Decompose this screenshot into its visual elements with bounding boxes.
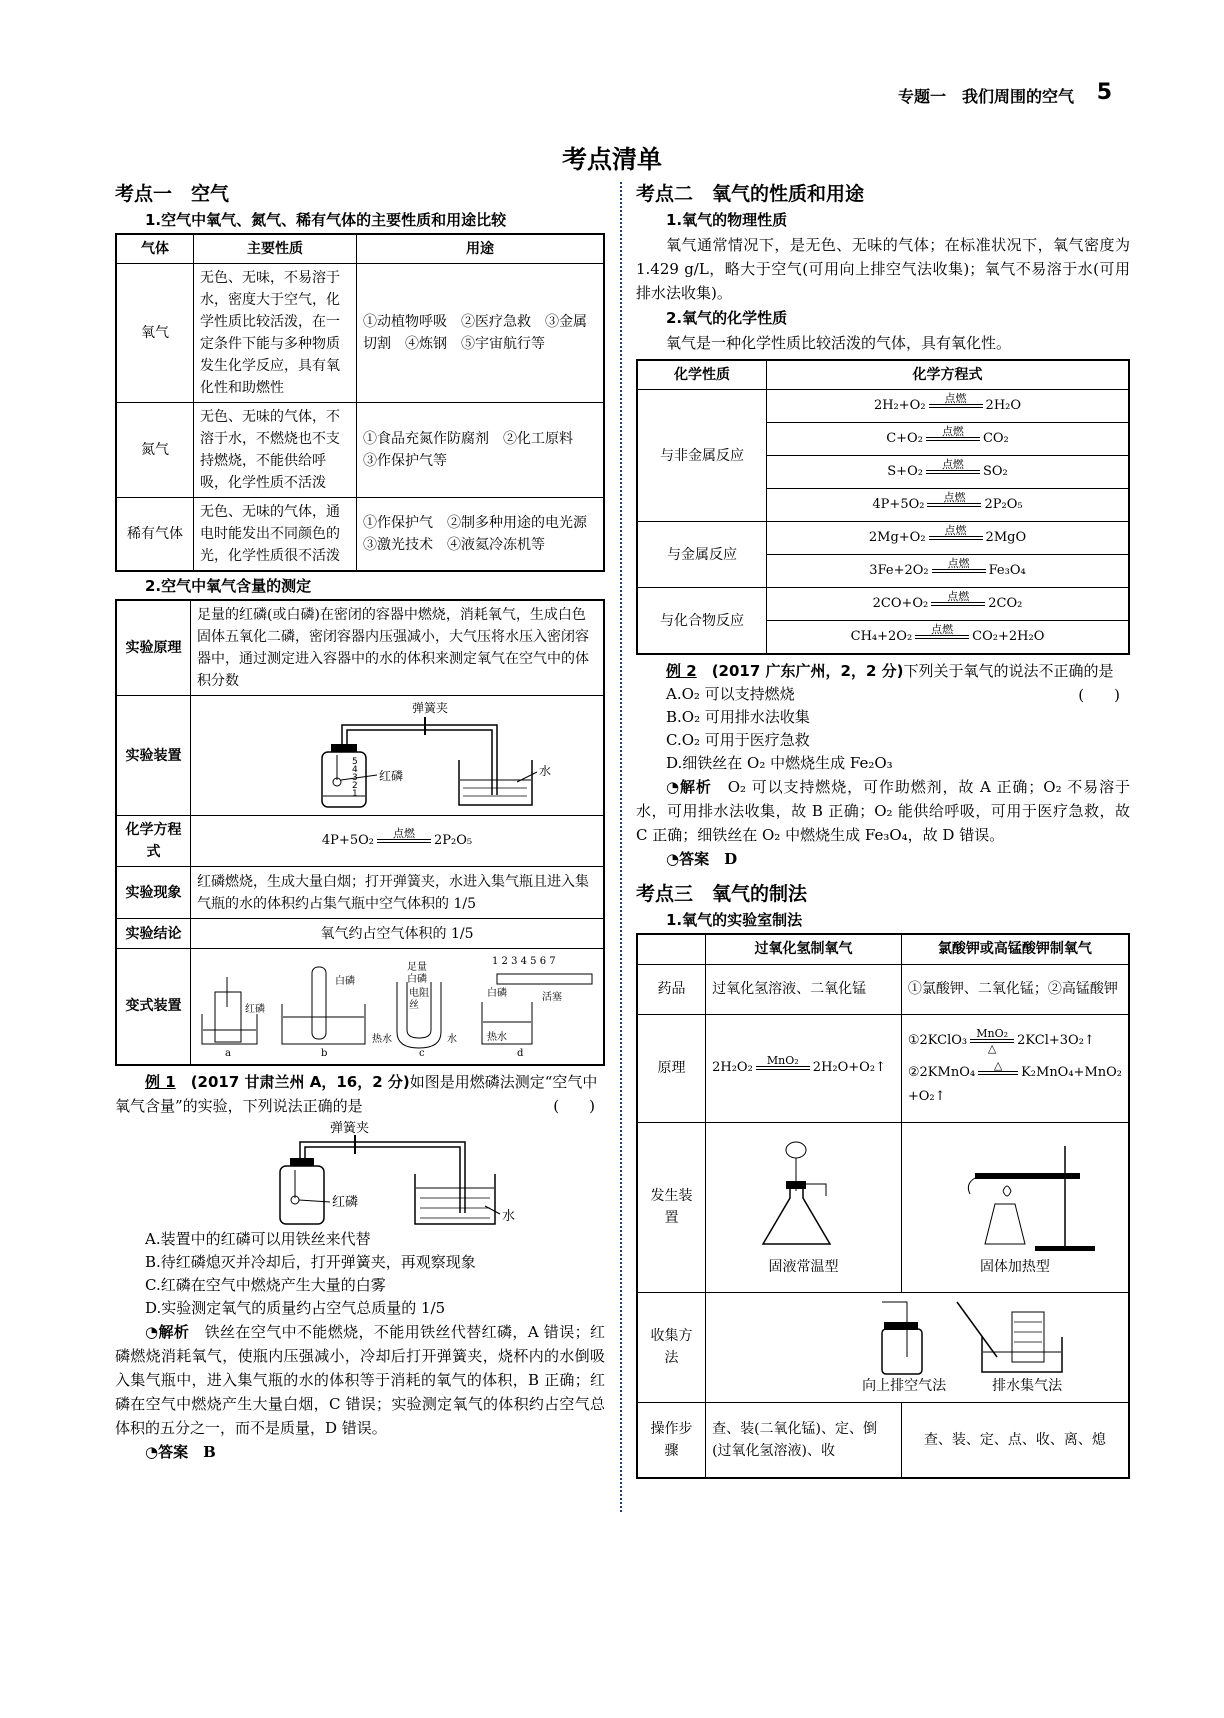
variant-a-label: 红磷 (245, 1004, 265, 1016)
eq-prefix: ① (907, 1033, 920, 1048)
principle-text: 足量的红磷(或白磷)在密闭的容器中燃烧，消耗氧气，生成白色固体五氧化二磷，密闭容器内压强减小，大气压将水压入密闭容器中，通过测定进入容器中的水的体积来测定氧气在空气中的体积分数 (191, 600, 605, 696)
chem-equation (874, 393, 1021, 419)
water-label: 水 (539, 763, 552, 778)
oxygen-prep-table (636, 933, 1130, 1479)
eq-cond: 点燃 (941, 458, 964, 471)
variant-diagram (197, 952, 597, 1060)
gen-b-label: 固体加热型 (979, 1259, 1050, 1275)
gas-prop: 无色、无味，不易溶于水，密度大于空气，化学性质比较活泼，在一定条件下能与多种物质发生化学反应，具有氧化性和助燃性 (194, 264, 357, 403)
kp1-s1-title: 1.空气中氧气、氮气、稀有气体的主要性质和用途比较 (145, 211, 507, 229)
ex1-option-a: A.装置中的红磷可以用铁丝来代替 (145, 1229, 371, 1248)
steps-kclo3: 查、装、定、点、收、离、熄 (901, 1402, 1129, 1478)
variant-letter: c (419, 1048, 425, 1060)
device-figure (191, 696, 605, 816)
ex2-stem: 下列关于氧气的说法不正确的是 (903, 662, 1114, 680)
eq-right: SO₂ (982, 464, 1008, 479)
equation-cell (767, 621, 1130, 655)
oxygen-measure-table (115, 599, 605, 1066)
eq-right: 2KCl+3O₂↑ (1017, 1033, 1095, 1048)
collect-cell (706, 1292, 1129, 1402)
variant-b-label: 白磷 (335, 976, 355, 988)
equation-cell (767, 489, 1130, 522)
chem-equation (886, 426, 1009, 452)
conclusion-text: 氧气约占空气体积的 1/5 (191, 919, 605, 949)
th-chem-prop: 化学性质 (637, 360, 767, 390)
collect-a-label: 向上排空气法 (862, 1378, 947, 1394)
variant-d-label: 白磷 (487, 988, 507, 1000)
eq-left: 2Mg+O₂ (868, 530, 926, 545)
eq-cond: 点燃 (931, 623, 954, 636)
eq-tail: +O₂↑ (907, 1089, 946, 1104)
table-row (116, 264, 604, 403)
ex2-answer-label: 答案 (679, 850, 710, 868)
eq-cond2: △ (987, 1042, 997, 1055)
eq-cond: 点燃 (947, 557, 970, 570)
principle-kclo3 (901, 1014, 1129, 1122)
ex2-answer: D (724, 850, 738, 868)
eq-right: Fe₃O₄ (988, 563, 1026, 578)
eq-right: CO₂+2H₂O (972, 629, 1045, 644)
eq-left: 2H₂O₂ (712, 1060, 753, 1075)
eq-left: 3Fe+2O₂ (869, 563, 929, 578)
th-h2o2: 过氧化氢制氧气 (706, 934, 902, 964)
eq-right: 2P₂O₅ (984, 497, 1023, 512)
variant-c-label: 白磷 (407, 974, 427, 986)
drug-kclo3: ①氯酸钾、二氧化锰；②高锰酸钾 (901, 964, 1129, 1014)
gen-label: 发生装置 (637, 1122, 706, 1292)
eq-right: 2CO₂ (988, 596, 1023, 611)
kp2-title: 考点二 氧气的性质和用途 (636, 183, 865, 205)
th-blank (637, 934, 706, 964)
eq-left: 2KClO₃ (919, 1033, 968, 1048)
th-use: 用途 (357, 234, 605, 264)
drug-label: 药品 (637, 964, 706, 1014)
eq-left: 2CO+O₂ (872, 596, 929, 611)
equation-cell (767, 555, 1130, 588)
kp1-title: 考点一 空气 (115, 183, 230, 205)
ex1-water-label: 水 (502, 1208, 516, 1224)
eq-cond: 点燃 (944, 392, 967, 405)
drug-h2o2: 过氧化氢溶液、二氧化锰 (706, 964, 902, 1014)
kp3-s1-title: 1.氧气的实验室制法 (666, 911, 803, 929)
analysis-icon: ◔ (145, 1322, 159, 1341)
kp2-s1-title: 1.氧气的物理性质 (666, 211, 788, 229)
eq-right: CO₂ (982, 431, 1009, 446)
reaction-group: 与金属反应 (637, 522, 767, 588)
equation-label: 化学方程式 (116, 816, 191, 867)
variant-d-label: 活塞 (542, 992, 562, 1004)
gas-use: ①食品充氮作防腐剂 ②化工原料 ③作保护气等 (357, 403, 605, 498)
kp1-s2-title: 2.空气中氧气含量的测定 (145, 577, 312, 595)
eq-left: 2H₂+O₂ (873, 398, 926, 413)
table-row (116, 403, 604, 498)
variant-d-label: 热水 (487, 1032, 507, 1044)
ex2-option-c: C.O₂ 可用于医疗急救 (666, 731, 810, 749)
eq-cond: 点燃 (392, 827, 415, 840)
left-column (115, 176, 605, 1464)
ex1-phosphorus-label: 红磷 (332, 1194, 359, 1210)
reaction-group: 与非金属反应 (637, 390, 767, 522)
table-row (116, 498, 604, 572)
principle-label: 原理 (637, 1014, 706, 1122)
eq-left: 4P+5O₂ (321, 833, 374, 848)
eq-cond: 点燃 (944, 524, 967, 537)
eq-left: 2KMnO₄ (919, 1065, 976, 1080)
answer-icon: ◔ (145, 1442, 159, 1461)
eq-prefix: ② (907, 1065, 920, 1080)
chem-equation (908, 1028, 1095, 1054)
variant-c-label: 丝 (409, 1000, 419, 1012)
oxygen-chem-table (636, 359, 1130, 655)
table-row (637, 390, 1129, 423)
chem-equation (887, 459, 1007, 485)
ex1-stem: 如图是用燃磷法测定“空气中氧气含量”的实验，下列说法正确的是 (115, 1072, 598, 1115)
chem-equation (869, 525, 1026, 551)
mark-label: 5 (352, 756, 358, 767)
chem-equation (908, 1060, 1122, 1086)
collect-label: 收集方法 (637, 1292, 706, 1402)
chem-equation (869, 558, 1025, 584)
ex2-analysis-label: 解析 (679, 778, 712, 796)
header-title: 专题一 我们周围的空气 (897, 87, 1074, 106)
collect-b-label: 排水集气法 (992, 1378, 1063, 1394)
eq-right: 2H₂O+O₂↑ (812, 1060, 886, 1075)
chem-equation (851, 624, 1045, 650)
gen-b-cell (901, 1122, 1129, 1292)
variant-c-label: 电阻 (409, 988, 429, 1000)
kp3-title: 考点三 氧气的制法 (636, 883, 808, 905)
right-column (636, 176, 1130, 1479)
th-kclo3: 氯酸钾或高锰酸钾制氧气 (901, 934, 1129, 964)
variant-label: 变式装置 (116, 949, 191, 1065)
th-chem-eq: 化学方程式 (767, 360, 1130, 390)
collect-diagram (862, 1297, 1122, 1377)
variant-c-label: 水 (447, 1034, 457, 1046)
gas-prop: 无色、无味的气体，不溶于水，不燃烧也不支持燃烧，不能供给呼吸，化学性质不活泼 (194, 403, 357, 498)
kp2-s1-text: 氧气通常情况下，是无色、无味的气体；在标准状况下，氧气密度为 1.429 g/L，略大于空气(可用向上排空气法收集)；氧气不易溶于水(可用排水法收集)。 (636, 236, 1130, 302)
principle-h2o2 (706, 1014, 902, 1122)
ex1-label: 例 1 (145, 1072, 176, 1091)
ex2-paren: ( ) (1078, 686, 1120, 704)
eq-right: 2MgO (985, 530, 1027, 545)
th-gas: 气体 (116, 234, 194, 264)
principle-label: 实验原理 (116, 600, 191, 696)
ex1-answer: B (203, 1442, 216, 1461)
equation-cell (767, 588, 1130, 621)
page-header (0, 0, 1224, 120)
variant-letter: a (225, 1048, 231, 1060)
heating-diagram (915, 1136, 1115, 1256)
equation-cell (767, 423, 1130, 456)
conclusion-label: 实验结论 (116, 919, 191, 949)
example-2 (636, 659, 1130, 871)
main-title: 考点清单 (561, 145, 662, 174)
answer-icon: ◔ (666, 850, 680, 868)
eq-left: S+O₂ (887, 464, 923, 479)
kp2-s2-title: 2.氧气的化学性质 (666, 309, 788, 327)
chem-equation (872, 492, 1022, 518)
collect-figures (712, 1297, 1122, 1397)
th-prop: 主要性质 (194, 234, 357, 264)
gas-use: ①作保护气 ②制多种用途的电光源 ③激光技术 ④液氦冷冻机等 (357, 498, 605, 572)
chem-equation (712, 1055, 886, 1081)
table-row (637, 522, 1129, 555)
ex2-source: (2017 广东广州，2，2 分) (711, 662, 904, 680)
ex1-analysis-label: 解析 (158, 1322, 190, 1341)
gas-name: 氮气 (116, 403, 194, 498)
ex2-label: 例 2 (666, 662, 697, 680)
eq-right: K₂MnO₄+MnO₂ (1021, 1065, 1122, 1080)
ex1-clamp-label: 弹簧夹 (330, 1120, 370, 1136)
reaction-group: 与化合物反应 (637, 588, 767, 655)
eq-left: 4P+5O₂ (872, 497, 925, 512)
eq-right: 2P₂O₅ (433, 833, 473, 848)
eq-left: C+O₂ (886, 431, 923, 446)
flask-diagram (718, 1136, 888, 1256)
eq-cond: 点燃 (941, 425, 964, 438)
ex2-analysis: O₂ 可以支持燃烧，可作助燃剂，故 A 正确；O₂ 不易溶于水，可用排水法收集，故 B 正确；O₂ 能供给呼吸，可用于医疗急救，故 C 正确；细铁丝在 O₂ 中燃烧生成 Fe₃O₄，故 D 错误。 (636, 778, 1130, 844)
variant-letter: d (517, 1048, 524, 1060)
ex2-option-d: D.细铁丝在 O₂ 中燃烧生成 Fe₂O₃ (666, 754, 893, 772)
table-row (637, 588, 1129, 621)
eq-right: 2H₂O (985, 398, 1022, 413)
variant-letter: b (321, 1048, 328, 1060)
eq-cond: MnO₂ (976, 1027, 1009, 1040)
ex1-option-b: B.待红磷熄灭并冷却后，打开弹簧夹，再观察现象 (145, 1252, 476, 1271)
gas-properties-table (115, 233, 605, 572)
variant-c-label: 足量 (407, 962, 427, 974)
steps-h2o2: 查、装(二氧化锰)、定、倒(过氧化氢溶液)、收 (706, 1402, 902, 1478)
gen-a-cell (706, 1122, 902, 1292)
variant-c-label: 热水 (372, 1034, 392, 1046)
ex1-option-d: D.实验测定氧气的质量约占空气总质量的 1/5 (145, 1298, 446, 1317)
equation-cell (767, 456, 1130, 489)
ex1-source: (2017 甘肃兰州 A，16，2 分) (190, 1072, 410, 1091)
gas-name: 氧气 (116, 264, 194, 403)
ex1-diagram (115, 1118, 605, 1228)
eq-cond: 点燃 (943, 491, 966, 504)
equation-cell (767, 390, 1130, 423)
phenomenon-text: 红磷燃烧，生成大量白烟；打开弹簧夹，水进入集气瓶且进入集气瓶的水的体积约占集气瓶中空气体积的 1/5 (191, 867, 605, 919)
mark-label: 2 (352, 780, 358, 791)
eq-cond: △ (993, 1059, 1003, 1072)
mark-label: 4 (352, 764, 358, 775)
chem-equation (322, 828, 472, 854)
clamp-label: 弹簧夹 (412, 700, 449, 715)
ex1-option-c: C.红磷在空气中燃烧产生大量的白雾 (145, 1275, 386, 1294)
eq-cond: 点燃 (947, 590, 970, 603)
ex2-option-b: B.O₂ 可用排水法收集 (666, 708, 810, 726)
phosphorus-label: 红磷 (379, 768, 404, 783)
gas-name: 稀有气体 (116, 498, 194, 572)
gas-use: ①动植物呼吸 ②医疗急救 ③金属切割 ④炼钢 ⑤宇宙航行等 (357, 264, 605, 403)
kp2-s2-text: 氧气是一种化学性质比较活泼的气体，具有氧化性。 (666, 334, 1012, 352)
column-divider (620, 182, 622, 1512)
variant-figure (191, 949, 605, 1065)
apparatus-diagram (197, 700, 597, 812)
gen-a-label: 固液常温型 (768, 1259, 839, 1275)
analysis-icon: ◔ (666, 778, 680, 796)
variant-d-label: 1 2 3 4 5 6 7 (492, 956, 556, 968)
equation-cell (191, 816, 605, 867)
equation-cell (767, 522, 1130, 555)
eq-cond: MnO₂ (766, 1054, 799, 1067)
page-number: 5 (1096, 80, 1112, 105)
gas-prop: 无色、无味的气体，通电时能发出不同颜色的光，化学性质很不活泼 (194, 498, 357, 572)
device-label: 实验装置 (116, 696, 191, 816)
example-1 (115, 1070, 605, 1464)
ex1-paren: ( ) (553, 1096, 595, 1115)
mark-label: 1 (352, 788, 358, 799)
eq-left: CH₄+2O₂ (850, 629, 913, 644)
ex1-analysis: 铁丝在空气中不能燃烧，不能用铁丝代替红磷，A 错误；红磷燃烧消耗氧气，使瓶内压强减小，冷却后打开弹簧夹，烧杯内的水倒吸入集气瓶中，进入集气瓶的水的体积等于消耗的氧气的体积，B 正确；红磷在空气中燃烧产生大量白烟，C 错误；实验测定氧气的体积约占空气总体积的五分之一，而不是质量，D 错误。 (115, 1322, 605, 1437)
steps-label: 操作步骤 (637, 1402, 706, 1478)
ex1-answer-label: 答案 (158, 1442, 189, 1461)
phenomenon-label: 实验现象 (116, 867, 191, 919)
ex2-option-a: A.O₂ 可以支持燃烧 (666, 685, 795, 703)
chem-equation (873, 591, 1023, 617)
